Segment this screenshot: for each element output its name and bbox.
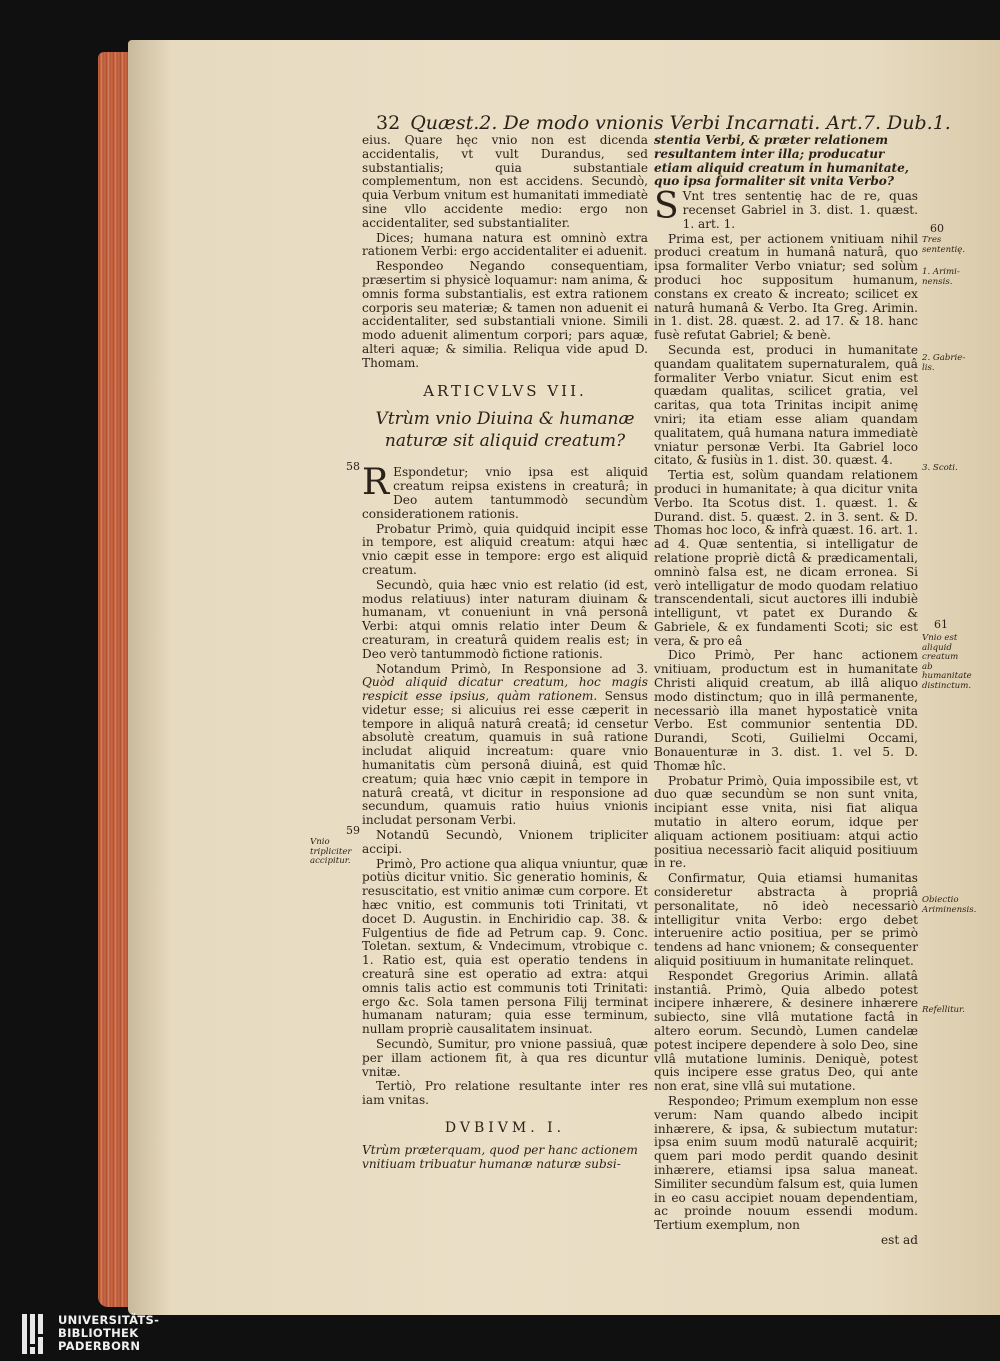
library-logo-icon	[22, 1314, 48, 1354]
quote: Quòd aliquid dicatur creatum, hoc magis respicit esse ipsius, quàm rationem.	[362, 675, 648, 704]
book-page-edges	[98, 52, 132, 1307]
margin-note: Vnio tripliciter accipitur.	[310, 837, 352, 867]
paragraph: Dices; humana natura est omninò extra rationem Verbi: ergo accidentaliter ei aduenit.	[362, 230, 648, 259]
margin-note: 1. Arimi-nensis.	[922, 267, 960, 287]
margin-note: Tres sententię.	[922, 235, 966, 255]
paragraph: Secundò, quia hæc vnio est relatio (id est, modus relatiuus) inter naturam diuinam & humanam, vt conueniunt in vnâ personâ Verbi: atqui omnis relatio inter Deum & creaturam, in creaturâ quidem realis est; in Deo verò tantummodò fictione rationis.	[362, 577, 648, 661]
paragraph: eius. Quare hęc vnio non est dicenda accidentalis, vt vult Durandus, sed substantialis; quia substantiale complementum, non est accidens. Secundò, quia Verbum vnitum est humanitati immediatè sine vllo accidente medio: ergo non accidentaliter, sed substantialiter.	[362, 133, 648, 230]
paragraph: Probatur Primò, Quia impossibile est, vt duo quæ secundùm se non sunt vnita, incipiant esse vnita, nisi fiat aliqua mutatio in altero eorum, idque per aliquam actionem positiuam: atqui actio positiua necessariò facit aliquid positiuum in re.	[654, 773, 918, 871]
margin-note: Obiectio Ariminensis.	[922, 895, 977, 915]
margin-note: Refellitur.	[922, 1005, 965, 1015]
paragraph: Respondeo; Primum exemplum non esse verum: Nam quando albedo incipit inhærere, & ipsa, & subiectum mutatur: ipsa enim suum modū naturalē acquirit; quem pari modo perdit quando desinit inhærere, etiamsi ipsa salua maneat. Similiter secundùm falsum est, quia lumen in eo casu accipiet nouam dependentiam, ac proinde nouum essendi modum. Tertium exemplum, non	[654, 1093, 918, 1233]
margin-note: 2. Gabrie-lis.	[922, 353, 966, 373]
paragraph: Prima est, per actionem vnitiuam nihil produci creatum in humanâ naturâ, quo ipsa formaliter Verbo vniatur; sed solùm produci hoc suppositum humanum, constans ex creato & increato; scilicet ex naturâ humanâ & Verbo. Ita Greg. Arimin. in 1. dist. 28. quæst. 2. ad 17. & 18. hanc fusè refutat Gabriel; & benè.	[654, 231, 918, 343]
page-number: 32	[376, 112, 401, 134]
library-name: UNIVERSITÄTS- BIBLIOTHEK PADERBORN	[58, 1313, 160, 1353]
paragraph: Respondeo Negando consequentiam, præsertim si physicè loquamur: nam anima, & omnis forma substantialis, est extra rationem corporis seu materiæ; & tamen non aduenit ei accidentaliter, sed substantiali vnione. Simili modo aduenit alimentum corpori; pars aquæ, alteri aquæ; & similia. Reliqua vide apud D. Thomam.	[362, 259, 648, 370]
catchword: est ad	[880, 1232, 918, 1247]
paragraph: Primò, Pro actione qua aliqua vniuntur, quæ potiùs dicitur vnitio. Sic generatio hominis, & resuscitatio, est vnitio animæ cum corpore. Et hæc vnitio, est communis toti Trinitati, vt docet D. Augustin. in Enchiridio cap. 38. & Fulgentius de fide ad Petrum cap. 9. Conc. Toletan. sextum, & Vndecimum, vtrobique c. 1. Ratio est, quia est operatio tendens in creaturâ sine est operatio ad extra: atqui omnis talis actio est communis toti Trinitati: ergo &c. Sola tamen persona Filij terminat humanam naturam; quia esse terminum, nullam propriè causalitatem insinuat.	[362, 856, 648, 1037]
article-question: Vtrùm vnio Diuina & humanæ naturæ sit aliquid creatum?	[375, 409, 635, 452]
paragraph: Tertia est, solùm quandam relationem produci in humanitate; à qua dicitur vnita Verbo. Ita Scotus dist. 1. quæst. 1. & Durand. dist. 5. quæst. 2. in 3. sent. & D. Thomas hoc loco, & infrà quæst. 16. art. 1. ad 4. Quæ sententia, si intelligatur de relatione propriè dictâ & prædicamentali, omninò falsa est, ne dicam erronea. Si verò intelligatur de modo quodam relatiuo transcendentali, sicut auctores illi indubiè intelligunt, vt patet ex Durando & Gabriele, & ex fundamenti Scoti; sic est vera, & pro eâ	[654, 468, 918, 648]
paragraph: Dico Primò, Per hanc actionem vnitiuam, productum est in humanitate Christi aliquid creatum, ab illâ aliquo modo distinctum; quo in illâ permanente, necessariò illa manet hypostaticè vnita Verbo. Est communior sententia DD. Durandi, Scoti, Guilielmi Occami, Bonauenturæ in 3. dist. 1. vel 5. D. Thomæ hîc.	[654, 648, 918, 773]
dubium-question-continued: stentia Verbi, & præter relationem resultantem inter illa; producatur etiam aliquid creatum in humanitate, quo ipsa formaliter sit vnita Verbo?	[654, 133, 910, 189]
paragraph: Secundò, Sumitur, pro vnione passiuâ, quæ per illam actionem fit, à qua res dicuntur vnitæ.	[362, 1037, 648, 1079]
margin-note: Vnio est aliquid creatum ab humanitate distinctum.	[922, 633, 972, 691]
notandum-paragraph: Notandum Primò, In Responsione ad 3. Quòd aliquid dicatur creatum, hoc magis respicit esse ipsius, quàm rationem. Sensus videtur esse; si alicuius rei esse cæperit in tempore in aliquâ naturâ creatâ; id censetur absolutè creatum, quamuis in suâ ratione includat aliquid increatum: quare vnio humanitatis cùm personâ diuinâ, est quid creatum; quia hæc vnio cæpit in tempore in naturâ creatâ, vt dicitur in responsione ad secundum, quamuis ratio huius vnionis includat personam Verbi.	[362, 661, 648, 828]
left-column	[362, 134, 648, 1172]
paragraph: Notandū Secundò, Vnionem tripliciter accipi.	[362, 828, 648, 856]
answer-paragraph: R Espondetur; vnio ipsa est aliquid creatum reipsa existens in creaturâ; in Deo autem tantummodò secundùm considerationem rationis.	[362, 462, 648, 521]
paragraph: Confirmatur, Quia etiamsi humanitas consideretur abstracta à propriâ personalitate, nō ideò necessariò intelligitur vnita Verbo: ergo debet interuenire actio positiua, per se primò tendens ad hanc vnionem; & consequenter aliquid positiuum in humanitate relinquet.	[654, 871, 918, 969]
paragraph: Secunda est, produci in humanitate quandam qualitatem supernaturalem, quâ formaliter Verbo vniatur. Sicut enim est quædam qualitas, scilicet gratia, vel caritas, qua tota Trinitas incipit animę vniri; ita etiam esse aliam quandam qualitatem, quâ humana natura immediatè vniatur personæ Verbi. Ita Gabriel loco citato, & fusiùs in 1. dist. 30. quæst. 4.	[654, 342, 918, 468]
paragraph: Tertiò, Pro relatione resultante inter res iam vnitas.	[362, 1079, 648, 1108]
paragraph: Probatur Primò, quia quidquid incipit esse in tempore, est aliquid creatum: atqui hæc vnio cæpit esse in tempore: ergo est aliquid creatum.	[362, 521, 648, 577]
dubium-title: DVBIVM. I.	[444, 1120, 566, 1136]
running-header	[376, 112, 951, 134]
margin-number: 60	[930, 222, 944, 235]
paragraph: Respondet Gregorius Arimin. allatâ instantiâ. Primò, Quia albedo potest incipere inhærere, & desinere inhærere subiecto, sine vllâ mutatione factâ in altero eorum. Secundò, Lumen candelæ potest incipere dependere à solo Deo, sine vllâ mutatione luminis. Deniquè, potest quis incipere esse gratus Deo, qui ante non erat, sine vllâ sui mutatione.	[654, 968, 918, 1094]
running-title: Quæst.2. De modo vnionis Verbi Incarnati. Art.7. Dub.1.	[410, 112, 951, 134]
margin-note: 3. Scoti.	[922, 463, 958, 473]
right-column	[654, 134, 918, 1248]
article-title: ARTICVLVS VII.	[423, 381, 587, 400]
dropcap-letter: S	[654, 186, 679, 228]
paragraph: S Vnt tres sententię hac de re, quas recenset Gabriel in 3. dist. 1. quæst. 1. art. 1.	[654, 186, 918, 231]
dubium-question: Vtrùm præterquam, quod per hanc actionem vnitiuam tribuatur humanæ naturæ subsi-	[362, 1142, 638, 1171]
dropcap-letter: R	[362, 462, 390, 504]
margin-number: 61	[934, 618, 948, 631]
margin-number: 58	[346, 460, 360, 473]
library-logo	[0, 1306, 200, 1361]
margin-number: 59	[346, 824, 360, 837]
